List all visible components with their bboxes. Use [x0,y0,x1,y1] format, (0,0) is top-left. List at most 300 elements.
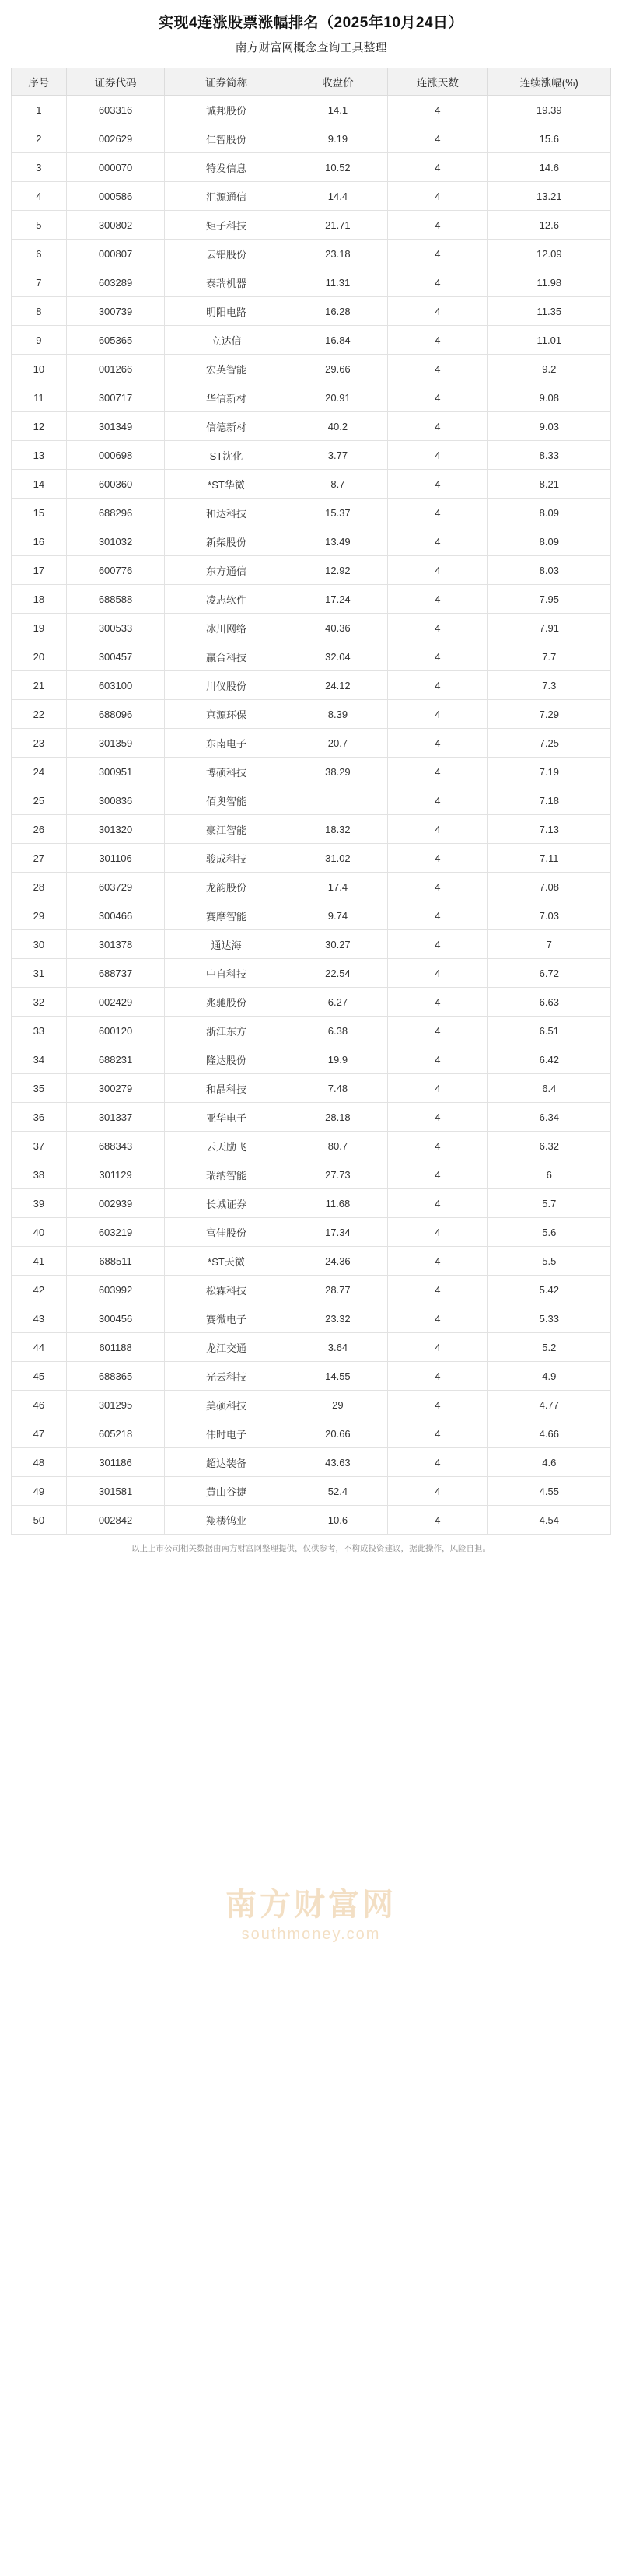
cell-code: 301359 [66,729,165,758]
cell-price: 16.84 [288,326,388,355]
cell-idx: 25 [12,786,67,815]
table-row [12,470,611,499]
cell-idx: 1 [12,96,67,124]
cell-days: 4 [388,556,487,585]
cell-pct: 11.01 [487,326,610,355]
cell-idx: 5 [12,211,67,240]
cell-name: 冰川网络 [165,614,288,642]
watermark-main-text: 南方财富网 [225,1887,397,1922]
cell-idx: 47 [12,1419,67,1448]
cell-pct: 7.91 [487,614,610,642]
cell-name: 赛微电子 [165,1304,288,1333]
table-row [12,441,611,470]
cell-price: 38.29 [288,758,388,786]
cell-days: 4 [388,1448,487,1477]
cell-days: 4 [388,182,487,211]
cell-name: 龙江交通 [165,1333,288,1362]
cell-code: 301129 [66,1160,165,1189]
cell-price: 29.66 [288,355,388,383]
cell-days: 4 [388,1074,487,1103]
cell-name: 瑞纳智能 [165,1160,288,1189]
cell-idx: 27 [12,844,67,873]
cell-days: 4 [388,1160,487,1189]
table-row [12,182,611,211]
cell-code: 300739 [66,297,165,326]
cell-price: 29 [288,1391,388,1419]
cell-code: 603992 [66,1276,165,1304]
table-row [12,1132,611,1160]
cell-code: 002842 [66,1506,165,1535]
table-row [12,499,611,527]
table-row [12,930,611,959]
cell-pct: 7.18 [487,786,610,815]
cell-idx: 10 [12,355,67,383]
cell-name: 诚邦股份 [165,96,288,124]
cell-pct: 7.13 [487,815,610,844]
cell-pct: 6.34 [487,1103,610,1132]
table-row [12,124,611,153]
column-header-index: 序号 [12,68,67,96]
table-row [12,1506,611,1535]
cell-idx: 35 [12,1074,67,1103]
cell-days: 4 [388,1103,487,1132]
cell-price: 14.55 [288,1362,388,1391]
cell-price: 30.27 [288,930,388,959]
cell-pct: 6.4 [487,1074,610,1103]
cell-price: 10.52 [288,153,388,182]
cell-idx: 2 [12,124,67,153]
cell-code: 301295 [66,1391,165,1419]
table-row [12,1189,611,1218]
cell-pct: 5.6 [487,1218,610,1247]
cell-name: *ST天微 [165,1247,288,1276]
cell-pct: 5.2 [487,1333,610,1362]
cell-code: 301581 [66,1477,165,1506]
cell-code: 300717 [66,383,165,412]
cell-code: 001266 [66,355,165,383]
cell-days: 4 [388,815,487,844]
cell-name: 京源环保 [165,700,288,729]
cell-code: 300951 [66,758,165,786]
cell-idx: 41 [12,1247,67,1276]
cell-pct: 8.09 [487,499,610,527]
cell-name: 云铝股份 [165,240,288,268]
cell-days: 4 [388,959,487,988]
cell-pct: 8.33 [487,441,610,470]
cell-days: 4 [388,527,487,556]
cell-idx: 21 [12,671,67,700]
cell-code: 605365 [66,326,165,355]
cell-code: 688343 [66,1132,165,1160]
cell-idx: 17 [12,556,67,585]
cell-pct: 19.39 [487,96,610,124]
cell-idx: 34 [12,1045,67,1074]
cell-code: 688096 [66,700,165,729]
cell-price: 32.04 [288,642,388,671]
cell-idx: 19 [12,614,67,642]
cell-name: 光云科技 [165,1362,288,1391]
cell-code: 300802 [66,211,165,240]
table-row [12,585,611,614]
cell-pct: 6.32 [487,1132,610,1160]
cell-name: 豪江智能 [165,815,288,844]
cell-name: 超达装备 [165,1448,288,1477]
cell-name: 中自科技 [165,959,288,988]
cell-name: 矩子科技 [165,211,288,240]
cell-idx: 9 [12,326,67,355]
column-header-close-price: 收盘价 [288,68,388,96]
cell-name: 特发信息 [165,153,288,182]
cell-price: 20.66 [288,1419,388,1448]
cell-days: 4 [388,585,487,614]
cell-pct: 7.08 [487,873,610,901]
cell-idx: 33 [12,1017,67,1045]
cell-price: 43.63 [288,1448,388,1477]
cell-name: 通达海 [165,930,288,959]
cell-days: 4 [388,153,487,182]
cell-code: 002629 [66,124,165,153]
table-row [12,1304,611,1333]
cell-pct: 4.66 [487,1419,610,1448]
cell-idx: 16 [12,527,67,556]
cell-idx: 37 [12,1132,67,1160]
cell-price: 9.19 [288,124,388,153]
table-row [12,1276,611,1304]
table-row [12,527,611,556]
cell-idx: 49 [12,1477,67,1506]
cell-idx: 31 [12,959,67,988]
cell-code: 601188 [66,1333,165,1362]
cell-code: 002429 [66,988,165,1017]
cell-idx: 8 [12,297,67,326]
cell-code: 603316 [66,96,165,124]
cell-code: 688231 [66,1045,165,1074]
cell-idx: 20 [12,642,67,671]
table-row [12,988,611,1017]
cell-price: 17.24 [288,585,388,614]
cell-code: 002939 [66,1189,165,1218]
cell-name: 伟时电子 [165,1419,288,1448]
table-row [12,412,611,441]
cell-days: 4 [388,240,487,268]
cell-name: 泰瑞机器 [165,268,288,297]
table-row [12,211,611,240]
cell-pct: 7.7 [487,642,610,671]
cell-code: 000807 [66,240,165,268]
table-header [12,68,611,96]
cell-price: 24.12 [288,671,388,700]
cell-pct: 6 [487,1160,610,1189]
cell-code: 301337 [66,1103,165,1132]
cell-days: 4 [388,614,487,642]
cell-idx: 45 [12,1362,67,1391]
cell-idx: 38 [12,1160,67,1189]
cell-pct: 8.09 [487,527,610,556]
cell-price: 22.54 [288,959,388,988]
table-row [12,1391,611,1419]
cell-price: 27.73 [288,1160,388,1189]
table-row [12,96,611,124]
cell-price: 20.91 [288,383,388,412]
cell-code: 688511 [66,1247,165,1276]
table-row [12,959,611,988]
cell-name: 云天励飞 [165,1132,288,1160]
cell-days: 4 [388,1247,487,1276]
table-row [12,1160,611,1189]
cell-idx: 7 [12,268,67,297]
cell-pct: 7.11 [487,844,610,873]
cell-days: 4 [388,1017,487,1045]
cell-price: 28.77 [288,1276,388,1304]
cell-name: 凌志软件 [165,585,288,614]
table-row [12,1045,611,1074]
cell-name: 长城证券 [165,1189,288,1218]
cell-pct: 5.7 [487,1189,610,1218]
cell-days: 4 [388,873,487,901]
watermark-sub-text: southmoney.com [241,1926,381,1943]
table-row [12,355,611,383]
stock-ranking-table [11,68,611,1535]
cell-pct: 4.77 [487,1391,610,1419]
cell-days: 4 [388,1333,487,1362]
cell-pct: 8.03 [487,556,610,585]
table-row [12,556,611,585]
cell-code: 600360 [66,470,165,499]
cell-price: 21.71 [288,211,388,240]
cell-code: 605218 [66,1419,165,1448]
cell-name: 松霖科技 [165,1276,288,1304]
cell-code: 300533 [66,614,165,642]
cell-price: 24.36 [288,1247,388,1276]
cell-name: *ST华微 [165,470,288,499]
cell-days: 4 [388,124,487,153]
cell-code: 301320 [66,815,165,844]
cell-days: 4 [388,729,487,758]
cell-code: 603729 [66,873,165,901]
cell-name: 和达科技 [165,499,288,527]
column-header-name: 证券简称 [165,68,288,96]
cell-pct: 12.09 [487,240,610,268]
cell-days: 4 [388,930,487,959]
cell-days: 4 [388,1189,487,1218]
table-row [12,1448,611,1477]
cell-pct: 7.3 [487,671,610,700]
table-row [12,844,611,873]
cell-days: 4 [388,326,487,355]
cell-name: 亚华电子 [165,1103,288,1132]
cell-idx: 24 [12,758,67,786]
cell-idx: 12 [12,412,67,441]
page-footer: 以上上市公司相关数据由南方财富网整理提供，仅供参考，不构成投资建议，据此操作，风险自担。 [131,1544,491,1553]
cell-price: 23.18 [288,240,388,268]
cell-idx: 46 [12,1391,67,1419]
cell-pct: 4.55 [487,1477,610,1506]
cell-days: 4 [388,1304,487,1333]
table-row [12,153,611,182]
cell-price: 23.32 [288,1304,388,1333]
cell-code: 603100 [66,671,165,700]
cell-name: 川仪股份 [165,671,288,700]
cell-price: 14.4 [288,182,388,211]
table-row [12,786,611,815]
cell-days: 4 [388,297,487,326]
cell-idx: 14 [12,470,67,499]
cell-days: 4 [388,1477,487,1506]
table-row [12,1247,611,1276]
cell-price: 28.18 [288,1103,388,1132]
cell-code: 000698 [66,441,165,470]
cell-idx: 40 [12,1218,67,1247]
cell-idx: 26 [12,815,67,844]
cell-name: 仁智股份 [165,124,288,153]
cell-idx: 28 [12,873,67,901]
cell-name: 浙江东方 [165,1017,288,1045]
cell-price: 20.7 [288,729,388,758]
cell-pct: 14.6 [487,153,610,182]
table-row [12,326,611,355]
cell-pct: 6.51 [487,1017,610,1045]
cell-name: ST沈化 [165,441,288,470]
table-row [12,297,611,326]
cell-name: 宏英智能 [165,355,288,383]
cell-price: 6.27 [288,988,388,1017]
watermark [0,1880,622,1944]
cell-idx: 11 [12,383,67,412]
cell-days: 4 [388,786,487,815]
cell-pct: 8.21 [487,470,610,499]
cell-name: 翔楼钨业 [165,1506,288,1535]
cell-pct: 7.29 [487,700,610,729]
cell-name: 新柴股份 [165,527,288,556]
table-row [12,614,611,642]
cell-price: 17.4 [288,873,388,901]
cell-price: 9.74 [288,901,388,930]
cell-code: 301378 [66,930,165,959]
cell-days: 4 [388,1419,487,1448]
cell-idx: 39 [12,1189,67,1218]
column-header-code: 证券代码 [66,68,165,96]
cell-idx: 22 [12,700,67,729]
page-header [0,0,622,60]
table-row [12,1333,611,1362]
cell-days: 4 [388,499,487,527]
cell-price: 18.32 [288,815,388,844]
cell-pct: 4.54 [487,1506,610,1535]
cell-pct: 11.35 [487,297,610,326]
cell-idx: 18 [12,585,67,614]
cell-code: 300457 [66,642,165,671]
cell-pct: 9.08 [487,383,610,412]
cell-name: 黄山谷捷 [165,1477,288,1506]
cell-code: 603289 [66,268,165,297]
cell-name: 骏成科技 [165,844,288,873]
column-header-cumulative-gain: 连续涨幅(%) [487,68,610,96]
cell-name: 美硕科技 [165,1391,288,1419]
cell-pct: 12.6 [487,211,610,240]
table-row [12,758,611,786]
cell-days: 4 [388,268,487,297]
cell-code: 301349 [66,412,165,441]
cell-idx: 36 [12,1103,67,1132]
cell-code: 688737 [66,959,165,988]
page-title: 实现4连涨股票涨幅排名（2025年10月24日） [158,15,464,31]
cell-pct: 6.72 [487,959,610,988]
cell-idx: 30 [12,930,67,959]
cell-name: 立达信 [165,326,288,355]
cell-name: 华信新材 [165,383,288,412]
table-body [12,96,611,1535]
cell-price: 12.92 [288,556,388,585]
cell-name: 和晶科技 [165,1074,288,1103]
cell-price: 40.36 [288,614,388,642]
cell-days: 4 [388,1276,487,1304]
cell-name: 富佳股份 [165,1218,288,1247]
cell-pct: 5.42 [487,1276,610,1304]
cell-days: 4 [388,671,487,700]
cell-code: 000070 [66,153,165,182]
cell-price: 3.77 [288,441,388,470]
cell-name: 赛摩智能 [165,901,288,930]
cell-pct: 6.63 [487,988,610,1017]
table-row [12,1103,611,1132]
table-row [12,729,611,758]
cell-name: 明阳电路 [165,297,288,326]
cell-days: 4 [388,1362,487,1391]
cell-days: 4 [388,412,487,441]
cell-code: 000586 [66,182,165,211]
cell-days: 4 [388,642,487,671]
cell-name: 汇源通信 [165,182,288,211]
cell-idx: 3 [12,153,67,182]
cell-days: 4 [388,211,487,240]
cell-code: 688296 [66,499,165,527]
cell-days: 4 [388,1391,487,1419]
page-subtitle: 南方财富网概念查询工具整理 [235,40,387,54]
table-row [12,642,611,671]
cell-price: 8.7 [288,470,388,499]
cell-price: 11.68 [288,1189,388,1218]
table-row [12,1419,611,1448]
cell-idx: 6 [12,240,67,268]
cell-price: 11.31 [288,268,388,297]
cell-days: 4 [388,1506,487,1535]
cell-code: 300836 [66,786,165,815]
cell-idx: 29 [12,901,67,930]
cell-days: 4 [388,383,487,412]
cell-days: 4 [388,1132,487,1160]
table-row [12,268,611,297]
table-header-row [12,68,611,96]
cell-price: 40.2 [288,412,388,441]
table-row [12,1074,611,1103]
cell-pct: 6.42 [487,1045,610,1074]
cell-code: 603219 [66,1218,165,1247]
cell-days: 4 [388,1045,487,1074]
cell-idx: 43 [12,1304,67,1333]
cell-pct: 7 [487,930,610,959]
cell-pct: 7.95 [487,585,610,614]
cell-name: 龙韵股份 [165,873,288,901]
cell-idx: 42 [12,1276,67,1304]
cell-days: 4 [388,758,487,786]
cell-code: 300456 [66,1304,165,1333]
table-row [12,240,611,268]
cell-price: 80.7 [288,1132,388,1160]
cell-days: 4 [388,901,487,930]
cell-idx: 32 [12,988,67,1017]
cell-pct: 9.03 [487,412,610,441]
cell-idx: 13 [12,441,67,470]
